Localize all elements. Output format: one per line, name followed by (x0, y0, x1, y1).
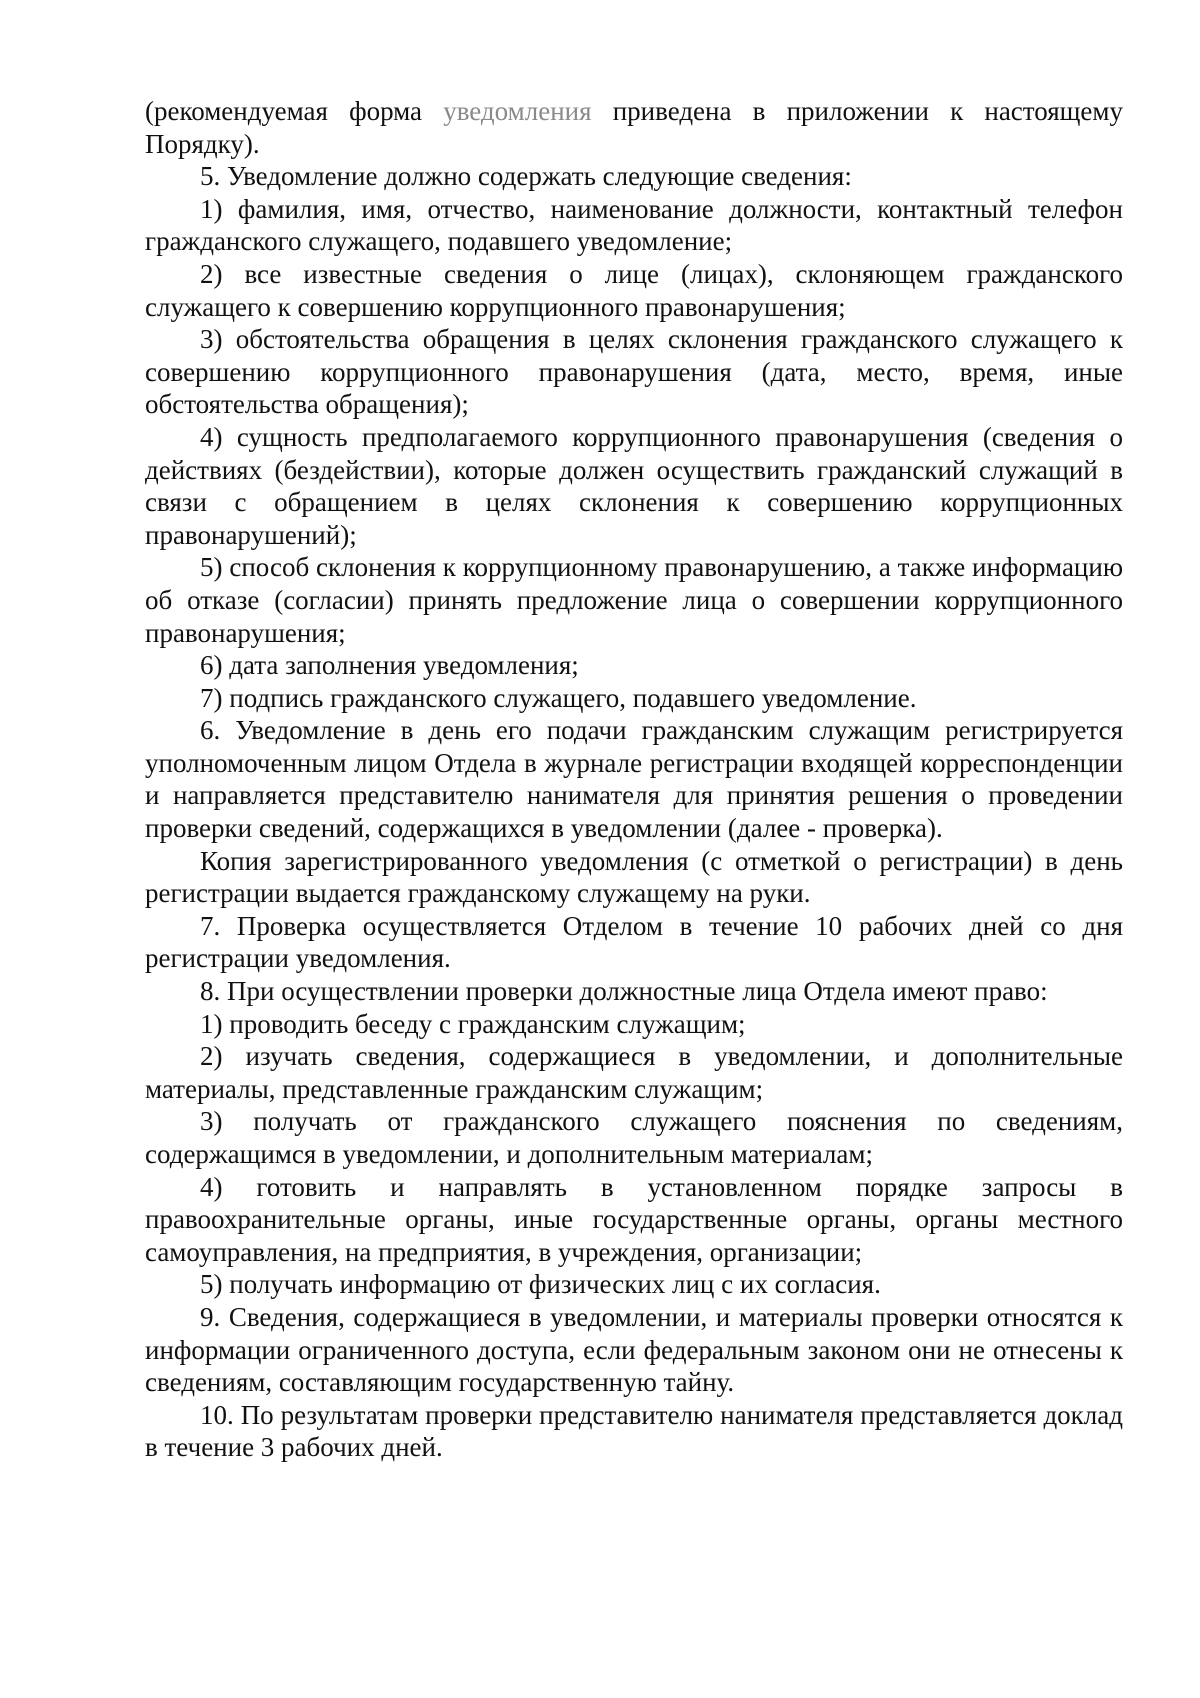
intro-text-start: (рекомендуемая форма (145, 96, 444, 126)
paragraph-10: 10. По результатам проверки представителю нанимателя представляется доклад в течение 3 рабочих дней. (145, 1399, 1123, 1463)
paragraph-5-item-6: 6) дата заполнения уведомления; (200, 650, 579, 681)
paragraph-8-heading: 8. При осуществлении проверки должностные лица Отдела имеют право: (200, 976, 1048, 1007)
paragraph-6-copy: Копия зарегистрированного уведомления (с отметкой о регистрации) в день регистрации выдается гражданскому служащему на руки. (145, 845, 1123, 909)
intro-text-end: приведена в приложении к настоящему Порядку). (145, 96, 1123, 159)
paragraph-6: 6. Уведомление в день его подачи гражданским служащим регистрируется уполномоченным лицом Отдела в журнале регистрации входящей корреспонденции и направляется представителю нанимателя для принятия решения о проведении проверки сведений, содержащихся в уведомлении (далее - проверка). (145, 715, 1123, 844)
paragraph-9: 9. Сведения, содержащиеся в уведомлении, и материалы проверки относятся к информации ограниченного доступа, если федеральным законом они не отнесены к сведениям, составляющим государственную тайну. (145, 1301, 1123, 1398)
paragraph-8-item-5: 5) получать информацию от физических лиц с их согласия. (200, 1269, 881, 1300)
paragraph-5-item-4: 4) сущность предполагаемого коррупционного правонарушения (сведения о действиях (бездействии), которые должен осуществить гражданский служащий в связи с обращением в целях склонения к совершению коррупционных правонарушений); (145, 421, 1123, 550)
paragraph-5-item-3: 3) обстоятельства обращения в целях склонения гражданского служащего к совершению коррупционного правонарушения (дата, место, время, иные обстоятельства обращения); (145, 324, 1123, 420)
paragraph-7: 7. Проверка осуществляется Отделом в течение 10 рабочих дней со дня регистрации уведомления. (145, 910, 1123, 974)
paragraph-5-item-7: 7) подпись гражданского служащего, подавшего уведомление. (200, 682, 917, 713)
paragraph-8-item-4: 4) готовить и направлять в установленном порядке запросы в правоохранительные органы, иные государственные органы, органы местного самоуправления, на предприятия, в учреждения, организации; (145, 1171, 1123, 1267)
paragraph-5-item-1: 1) фамилия, имя, отчество, наименование должности, контактный телефон гражданского служащего, подавшего уведомление; (145, 193, 1123, 257)
paragraph-5-item-5: 5) способ склонения к коррупционному правонарушению, а также информацию об отказе (согласии) принять предложение лица о совершении коррупционного правонарушения; (145, 552, 1123, 648)
intro-paragraph (145, 95, 1123, 160)
intro-faded-word: уведомления (443, 96, 592, 126)
paragraph-5-heading: 5. Уведомление должно содержать следующие сведения: (200, 161, 852, 192)
paragraph-8-item-1: 1) проводить беседу с гражданским служащим; (200, 1008, 746, 1039)
paragraph-8-item-3: 3) получать от гражданского служащего пояснения по сведениям, содержащимся в уведомлении, и дополнительным материалам; (145, 1106, 1123, 1169)
document-page (145, 95, 1123, 1464)
paragraph-8-item-2: 2) изучать сведения, содержащиеся в уведомлении, и дополнительные материалы, представленные гражданским служащим; (145, 1041, 1123, 1104)
paragraph-5-item-2: 2) все известные сведения о лице (лицах), склоняющем гражданского служащего к совершению коррупционного правонарушения; (145, 258, 1123, 322)
